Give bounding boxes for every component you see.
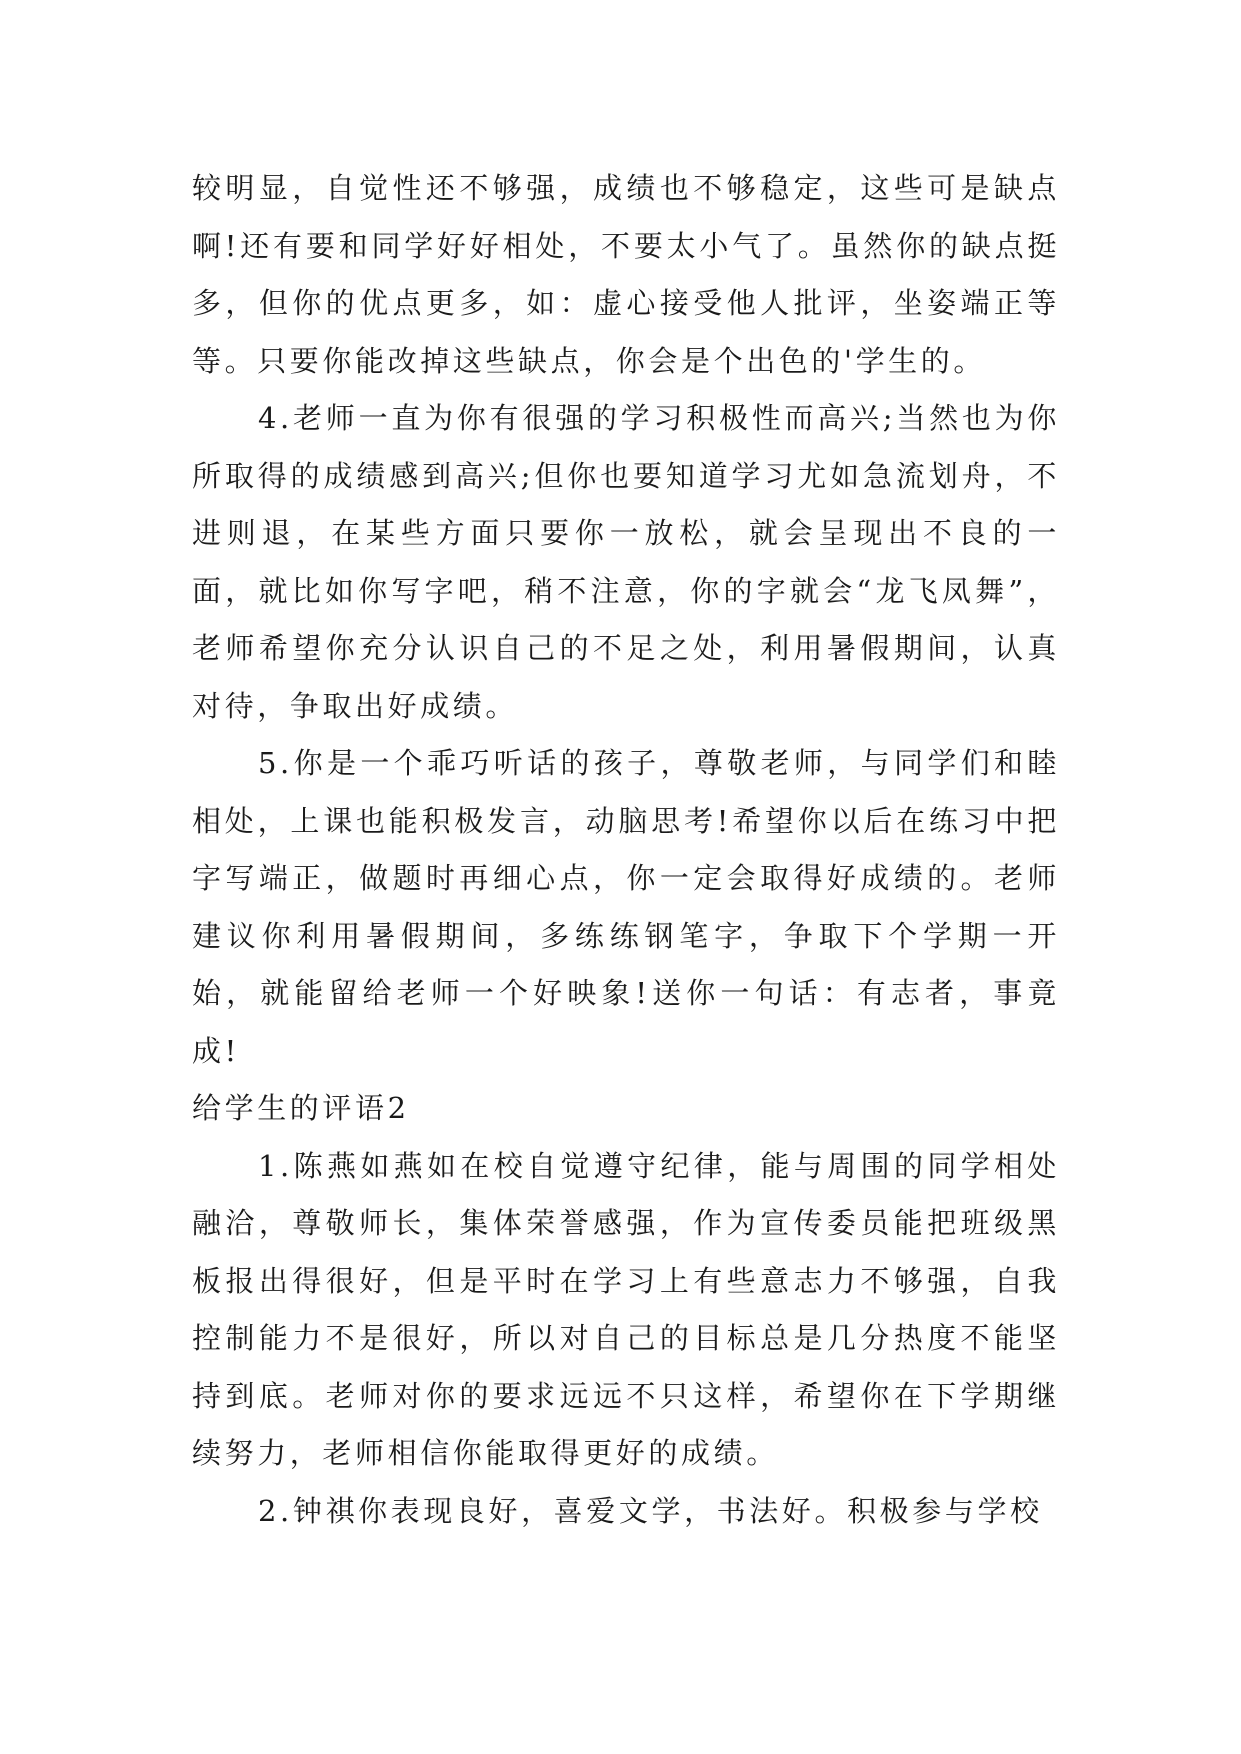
paragraph-comment-1: 1.陈燕如燕如在校自觉遵守纪律，能与周围的同学相处融洽，尊敬师长，集体荣誉感强，作为宣传委员能把班级黑板报出得很好，但是平时在学习上有些意志力不够强，自我控制能力不是很好，所以对自己的目标总是几分热度不能坚持到底。老师对你的要求远远不只这样，希望你在下学期继续努力，老师相信你能取得更好的成绩。 xyxy=(192,1148,1060,1470)
paragraph-comment-2: 2.钟祺你表现良好，喜爱文学，书法好。积极参与学校 xyxy=(258,1493,1043,1528)
paragraph-continuation: 较明显，自觉性还不够强，成绩也不够稳定，这些可是缺点啊!还有要和同学好好相处，不要太小气了。虽然你的缺点挺多，但你的优点更多，如：虚心接受他人批评，坐姿端正等等。只要你能改掉这些缺点，你会是个出色的'学生的。 xyxy=(192,171,1060,378)
paragraph-comment-4: 4.老师一直为你有很强的学习积极性而高兴;当然也为你所取得的成绩感到高兴;但你也要知道学习尤如急流划舟，不进则退，在某些方面只要你一放松，就会呈现出不良的一面，就比如你写字吧，稍不注意，你的字就会“龙飞凤舞”，老师希望你充分认识自己的不足之处，利用暑假期间，认真对待，争取出好成绩。 xyxy=(192,401,1060,723)
paragraph-comment-5: 5.你是一个乖巧听话的孩子，尊敬老师，与同学们和睦相处，上课也能积极发言，动脑思考!希望你以后在练习中把字写端正，做题时再细心点，你一定会取得好成绩的。老师建议你利用暑假期间，多练练钢笔字，争取下个学期一开始，就能留给老师一个好映象!送你一句话：有志者，事竟成! xyxy=(192,746,1060,1068)
document-body xyxy=(192,160,1060,1540)
section-heading: 给学生的评语2 xyxy=(192,1091,410,1125)
